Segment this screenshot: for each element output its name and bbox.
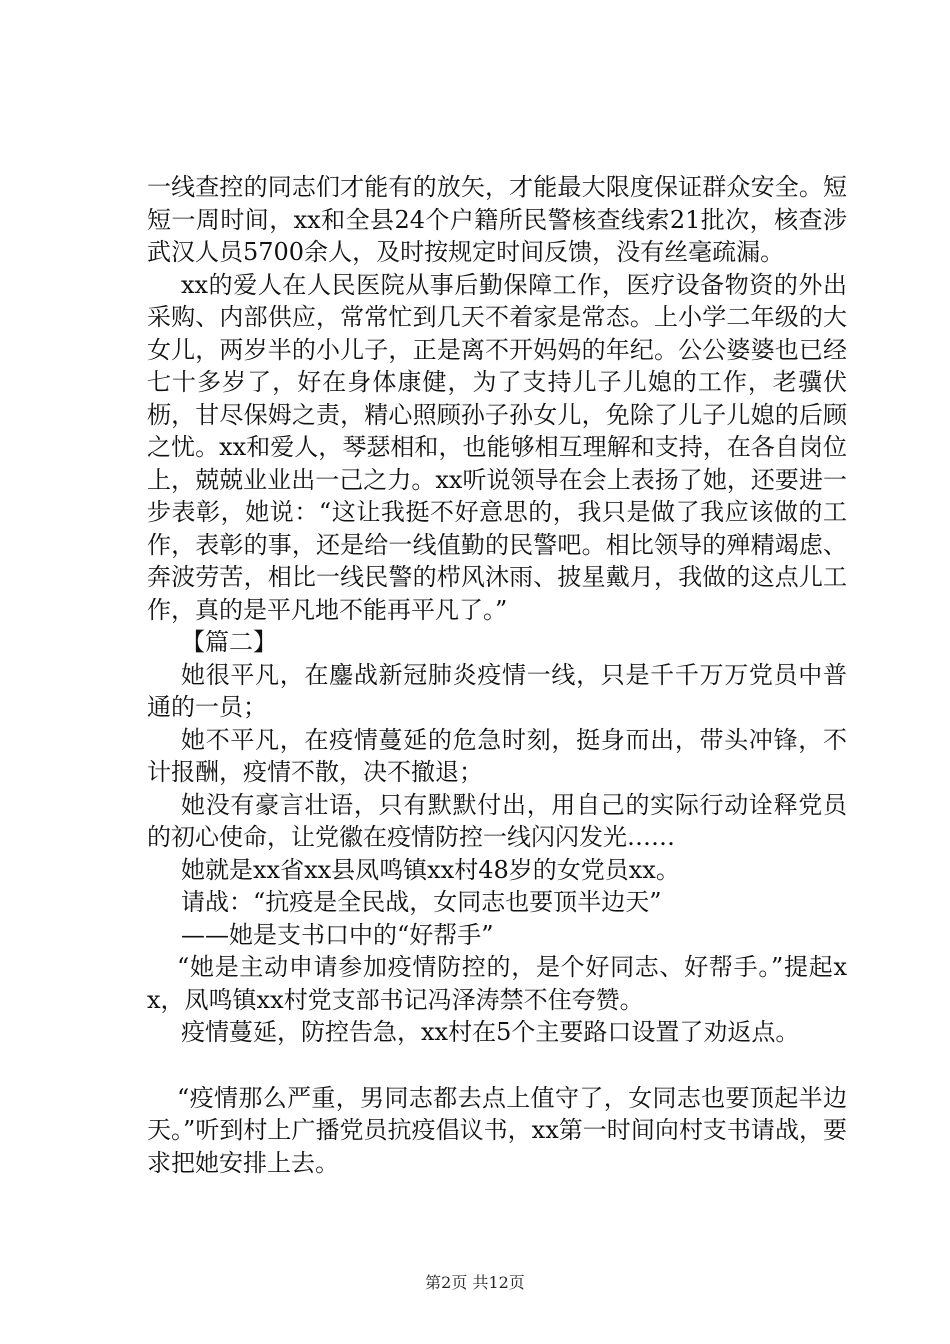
paragraph-8: 请战：“抗疫是全民战，女同志也要顶半边天” xyxy=(181,888,662,916)
paragraph-7: 她就是xx省xx县凤鸣镇xx村48岁的女党员xx。 xyxy=(181,855,680,884)
paragraph-4: 她很平凡，在鏖战新冠肺炎疫情一线，只是千千万万党员中普通的一员； xyxy=(147,660,847,721)
paragraph-9: ——她是支书口中的“好帮手” xyxy=(181,920,494,949)
page-number-footer: 第2页 共12页 xyxy=(425,1273,525,1292)
paragraph-10: “她是主动申请参加疫情防控的，是个好同志、好帮手。”提起xx，凤鸣镇xx村党支部书记冯泽涛禁不住夸赞。 xyxy=(147,953,847,1014)
paragraph-12: “疫情那么严重，男同志都去点上值守了，女同志也要顶起半边天。”听到村上广播党员抗疫倡议书，xx第一时间向村支书请战，要求把她安排上去。 xyxy=(147,1083,847,1177)
paragraph-gap xyxy=(147,1049,847,1082)
paragraph-1: 一线查控的同志们才能有的放矢，才能最大限度保证群众安全。短短一周时间，xx和全县24个户籍所民警核查线索21批次，核查涉武汉人员5700余人，及时按规定时间反馈，没有丝毫疏漏。 xyxy=(147,173,847,266)
section-heading: 【篇二】 xyxy=(181,628,277,656)
document-body xyxy=(147,171,847,1179)
paragraph-5: 她不平凡，在疫情蔓延的危急时刻，挺身而出，带头冲锋，不计报酬，疫情不散，决不撤退； xyxy=(147,725,847,786)
paragraph-6: 她没有豪言壮语，只有默默付出，用自己的实际行动诠释党员的初心使命，让党徽在疫情防控一线闪闪发光…… xyxy=(147,790,847,851)
paragraph-2: xx的爱人在人民医院从事后勤保障工作，医疗设备物资的外出采购、内部供应，常常忙到几天不着家是常态。上小学二年级的大女儿，两岁半的小儿子，正是离不开妈妈的年纪。公公婆婆也已经七十多岁了，好在身体康健，为了支持儿子儿媳的工作，老骥伏枥，甘尽保姆之责，精心照顾孙子孙女儿，免除了儿子儿媳的后顾之忧。xx和爱人，琴瑟相和，也能够相互理解和支持，在各自岗位上，兢兢业业出一己之力。xx听说领导在会上表扬了她，还要进一步表彰，她说：“这让我挺不好意思的，我只是做了我应该做的工作，表彰的事，还是给一线值勤的民警吧。相比领导的殚精竭虑、奔波劳苦，相比一线民警的栉风沐雨、披星戴月，我做的这点儿工作，真的是平凡地不能再平凡了。” xyxy=(147,270,847,624)
paragraph-11: 疫情蔓延，防控告急，xx村在5个主要路口设置了劝返点。 xyxy=(181,1018,800,1046)
